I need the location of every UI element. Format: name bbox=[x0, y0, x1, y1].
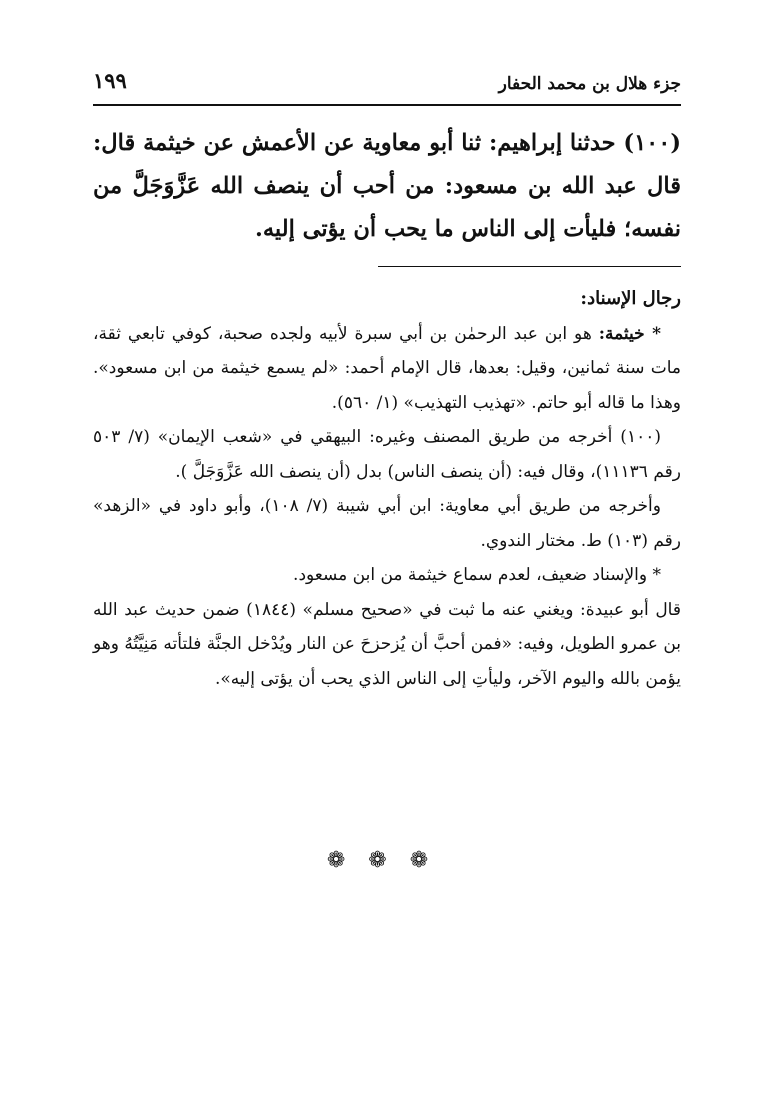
hadith-number: (١٠٠) bbox=[623, 130, 681, 156]
note-abu-ubayda: قال أبو عبيدة: ويغني عنه ما ثبت في «صحيح مسلم» (١٨٤٤) ضمن حديث عبد الله بن عمرو الطويل، وفيه: «فمن أحبَّ أن يُزحزحَ عن النار ويُدْخل الجنَّة فلتأته مَنِيَّتُهُ وهو يؤمن بالله واليوم الآخر، وليأتِ إلى الناس الذي يحب أن يؤتى إليه». bbox=[93, 599, 681, 689]
note-text: هو ابن عبد الرحمٰن بن أبي سبرة لأبيه ولجده صحبة، كوفي تابعي ثقة، مات سنة ثمانين، وقيل: بعدها، قال الإمام أحمد: «لم يسمع خيثمة من ابن مسعود». وهذا ما قاله أبو حاتم. «تهذيب التهذيب» (١/ ٥٦٠). bbox=[93, 323, 681, 413]
page-header bbox=[93, 64, 681, 104]
hadith-text: حدثنا إبراهيم: ثنا أبو معاوية عن الأعمش عن خيثمة قال: قال عبد الله بن مسعود: من أحب أن ينصف الله عَزَّوَجَلَّ من نفسه؛ فليأت إلى الناس ما يحب أن يؤتى إليه. bbox=[93, 130, 681, 242]
header-rule bbox=[93, 104, 681, 106]
hadith-text-block bbox=[93, 122, 681, 251]
notes-heading: رجال الإسناد: bbox=[580, 288, 681, 309]
footnote-separator bbox=[378, 266, 681, 267]
note-grading: * والإسناد ضعيف، لعدم سماع خيثمة من ابن مسعود. bbox=[293, 565, 661, 585]
running-title: جزء هلال بن محمد الحفار bbox=[498, 74, 681, 94]
note-takhrij-2: وأخرجه من طريق أبي معاوية: ابن أبي شيبة (٧/ ١٠٨)، وأبو داود في «الزهد» رقم (١٠٣) ط. مختار الندوي. bbox=[93, 496, 681, 551]
section-ornament: ❁ ❁ ❁ bbox=[326, 848, 437, 873]
page-number: ١٩٩ bbox=[93, 68, 127, 93]
note-narrator-khaythama bbox=[93, 317, 681, 421]
note-lead: * خيثمة: bbox=[598, 323, 661, 344]
footnotes-block bbox=[93, 282, 681, 696]
note-takhrij: (١٠٠) أخرجه من طريق المصنف وغيره: البيهقي في «شعب الإيمان» (٧/ ٥٠٣ رقم ١١١٣٦)، وقال فيه: (أن ينصف الناس) بدل (أن ينصف الله عَزَّوَجَلَّ ). bbox=[93, 427, 681, 482]
